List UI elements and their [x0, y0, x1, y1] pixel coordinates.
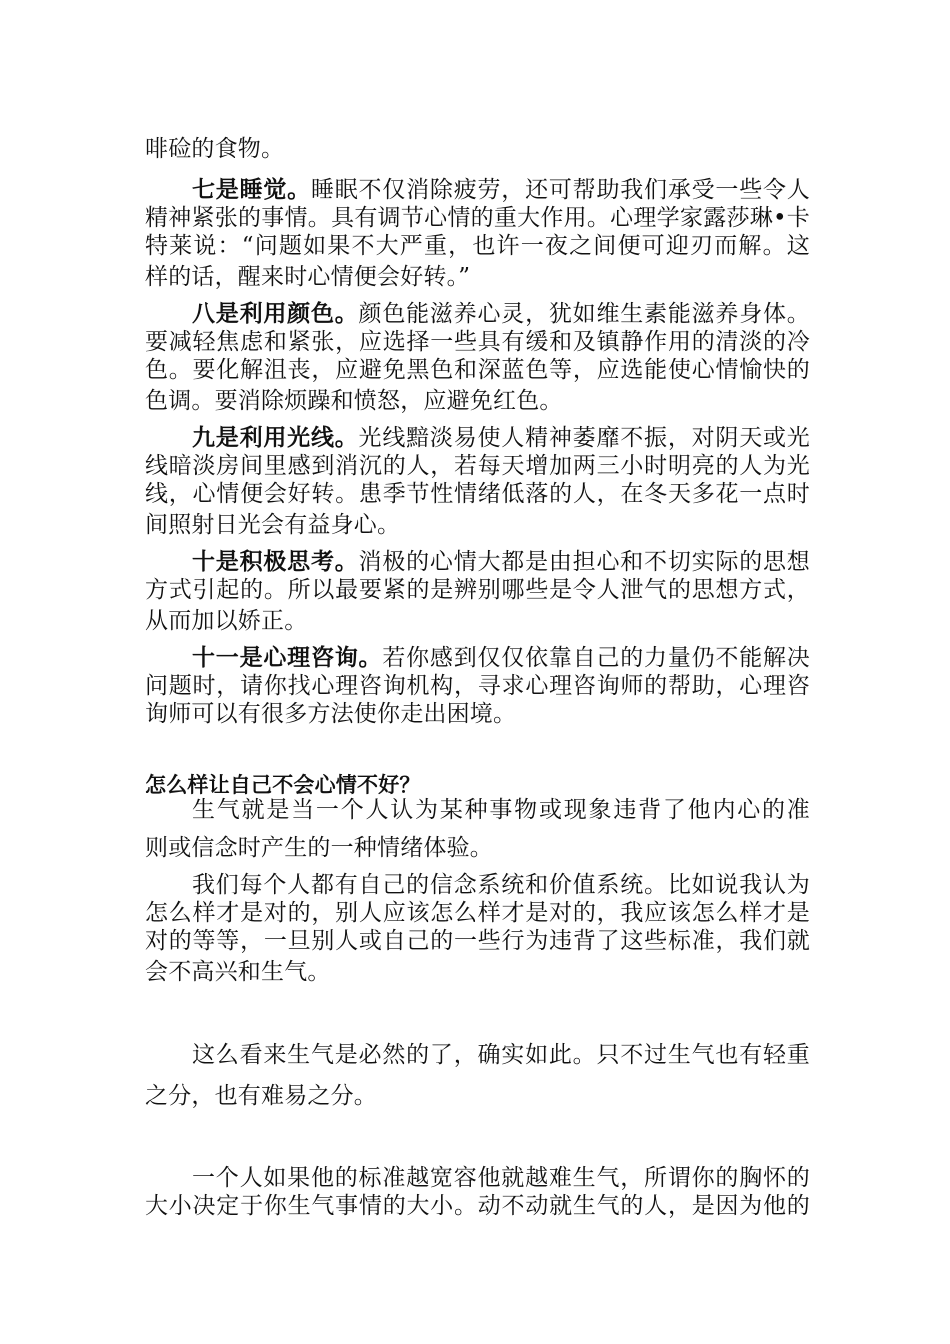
paragraph-line: 啡硷的食物。 — [145, 136, 285, 162]
paragraph-line: 对的等等，一旦别人或自己的一些行为违背了这些标准，我们就 — [145, 928, 810, 954]
paragraph-line: 问题时，请你找心理咨询机构，寻求心理咨询师的帮助，心理咨 — [145, 673, 810, 699]
paragraph-lead: 八是利用颜色。 — [192, 300, 359, 327]
paragraph-line: 样的话，醒来时心情便会好转。” — [145, 264, 471, 290]
paragraph-line: 怎么样才是对的，别人应该怎么样才是对的，我应该怎么样才是 — [145, 900, 810, 926]
paragraph-line — [192, 176, 810, 204]
paragraph-text: 若你感到仅仅依靠自己的力量仍不能解决 — [382, 645, 810, 671]
paragraph-line: 生气就是当一个人认为某种事物或现象违背了他内心的准 — [192, 797, 810, 823]
paragraph-line: 则或信念时产生的一种情绪体验。 — [145, 835, 493, 861]
paragraph-line: 这么看来生气是必然的了，确实如此。只不过生气也有轻重 — [192, 1042, 810, 1068]
paragraph-text: 光线黯淡易使人精神萎靡不振，对阴天或光 — [358, 425, 810, 451]
paragraph-line: 间照射日光会有益身心。 — [145, 512, 401, 538]
paragraph-line: 一个人如果他的标准越宽容他就越难生气，所谓你的胸怀的 — [192, 1165, 810, 1191]
paragraph-lead: 十是积极思考。 — [192, 548, 359, 575]
paragraph-line: 要减轻焦虑和紧张，应选择一些具有缓和及镇静作用的清淡的冷 — [145, 329, 810, 355]
paragraph-text: 颜色能滋养心灵，犹如维生素能滋养身体。 — [358, 301, 810, 327]
paragraph-line: 从而加以娇正。 — [145, 608, 308, 634]
paragraph-line: 线，心情便会好转。患季节性情绪低落的人，在冬天多花一点时 — [145, 481, 810, 507]
paragraph-line: 精神紧张的事情。具有调节心情的重大作用。心理学家露莎琳•卡 — [145, 205, 810, 231]
paragraph-line: 色。要化解沮丧，应避免黑色和深蓝色等，应选能使心情愉快的 — [145, 357, 810, 383]
paragraph-line: 方式引起的。所以最要紧的是辨别哪些是令人泄气的思想方式， — [145, 577, 810, 603]
paragraph-line: 线暗淡房间里感到消沉的人，若每天增加两三小时明亮的人为光 — [145, 453, 810, 479]
paragraph-line: 色调。要消除烦躁和愤怒，应避免红色。 — [145, 388, 563, 414]
paragraph-line — [192, 548, 810, 576]
paragraph-line: 我们每个人都有自己的信念系统和价值系统。比如说我认为 — [192, 872, 810, 898]
paragraph-line: 会不高兴和生气。 — [145, 959, 331, 985]
paragraph-line: 大小决定于你生气事情的大小。动不动就生气的人，是因为他的 — [145, 1193, 810, 1219]
paragraph-lead: 七是睡觉。 — [192, 176, 311, 203]
paragraph-text: 睡眠不仅消除疲劳，还可帮助我们承受一些令人 — [310, 177, 811, 203]
section-heading: 怎么样让自己不会心情不好？ — [145, 773, 421, 797]
paragraph-line — [192, 644, 810, 672]
paragraph-line: 询师可以有很多方法使你走出困境。 — [145, 701, 517, 727]
paragraph-line: 之分，也有难易之分。 — [145, 1083, 377, 1109]
paragraph-line — [192, 424, 810, 452]
paragraph-text: 消极的心情大都是由担心和不切实际的思想 — [358, 549, 810, 575]
paragraph-line — [192, 300, 810, 328]
paragraph-lead: 十一是心理咨询。 — [192, 644, 383, 671]
paragraph-line: 特莱说：“问题如果不大严重，也许一夜之间便可迎刃而解。这 — [145, 233, 810, 259]
paragraph-lead: 九是利用光线。 — [192, 424, 359, 451]
